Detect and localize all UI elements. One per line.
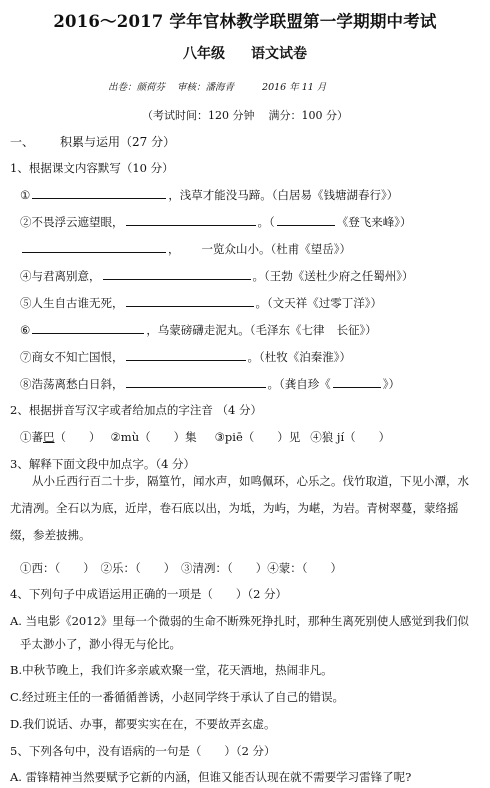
answer-blank[interactable] xyxy=(32,186,166,199)
item-text: 》） xyxy=(382,377,400,391)
item-text: 一览众山小。（杜甫《望岳》） xyxy=(201,242,351,256)
question-4-option-d: D.我们说话、办事，都要实实在在，不要故弄玄虚。 xyxy=(10,717,276,731)
section-number: 一、 xyxy=(10,135,35,149)
item-text: ⑦商女不知亡国恨， xyxy=(20,350,124,364)
pinyin-item: ①蕃 xyxy=(20,430,43,444)
answer-blank[interactable] xyxy=(333,375,381,388)
full-score: 满分：100 分） xyxy=(268,109,348,122)
question-1-item-6 xyxy=(20,321,377,338)
question-1-title: 1、根据课文内容默写（10 分） xyxy=(10,161,174,175)
exam-time-info xyxy=(142,107,348,123)
item-text: ⑤人生自古谁无死， xyxy=(20,296,124,310)
item-text: ②不畏浮云遮望眼， xyxy=(20,215,124,229)
question-4-option-b: B.中秋节晚上，我们许多亲戚欢聚一堂，花天酒地，热闹非凡。 xyxy=(10,663,333,677)
question-2-options xyxy=(20,429,390,445)
item-text: ，浅草才能没马蹄。（白居易《钱塘湖春行》） xyxy=(168,188,399,202)
question-2-title: 2、根据拼音写汉字或者给加点的字注音 （4 分） xyxy=(10,403,262,417)
question-4-title: 4、下列句子中成语运用正确的一项是（ ）（2 分） xyxy=(10,587,288,601)
question-1-item-4 xyxy=(20,267,414,284)
question-5-title: 5、下列各句中，没有语病的一句是（ ）（2 分） xyxy=(10,744,276,758)
question-1-item-5 xyxy=(20,294,382,311)
pinyin-item: ④狼 jí（ ） xyxy=(310,430,391,444)
exam-title: 2016～2017 学年官林教学联盟第一学期期中考试 xyxy=(53,12,437,31)
question-1-item-1 xyxy=(20,186,398,203)
item-text: 。（文天祥《过零丁洋》） xyxy=(255,296,382,310)
passage-text: 从小丘西行百二十步，隔篁竹，闻水声，如鸣佩环，心乐之。伐竹取道，下见小潭，水尤清冽。全石以为底，近岸，卷石底以出，为坻，为屿，为嵁，为岩。青树翠蔓，蒙络摇缀，参差披拂。 xyxy=(10,474,469,542)
question-1-item-3 xyxy=(20,240,351,257)
item-text: ⑧浩荡离愁白日斜， xyxy=(20,377,124,391)
item-marker: ① xyxy=(20,188,31,202)
subject-label: 语文试卷 xyxy=(251,46,307,62)
item-text: 《登飞来峰》） xyxy=(336,215,412,229)
exam-date: 2016 年 11 月 xyxy=(262,82,327,93)
pinyin-item: ②mù（ ）集 xyxy=(110,430,197,444)
reviewer-label: 审核：潘海青 xyxy=(177,82,235,93)
item-text: 。（龚自珍《 xyxy=(267,377,331,391)
item-text: 。（王勃《送杜少府之任蜀州》） xyxy=(252,269,414,283)
question-3-title: 3、解释下面文段中加点字。（4 分） xyxy=(10,457,196,471)
item-marker: ⑥ xyxy=(20,323,31,337)
item-text: ， xyxy=(168,242,180,256)
question-1-item-2 xyxy=(20,213,412,230)
item-text: 。（ xyxy=(257,215,275,229)
grade-label: 八年级 xyxy=(183,46,225,62)
section-heading xyxy=(10,133,175,150)
exam-time: （考试时间：120 分钟 xyxy=(142,109,255,122)
item-text: 长征》） xyxy=(336,323,377,337)
answer-blank[interactable] xyxy=(126,294,254,307)
question-4-option-a-cont: 乎太渺小了，渺小得无与伦比。 xyxy=(20,637,181,651)
question-3-passage xyxy=(10,468,478,549)
setter-label: 出卷：颜荷芬 xyxy=(108,82,166,93)
question-4-option-a: A. 当电影《2012》里每一个微弱的生命不断殊死挣扎时，那种生离死别使人感觉到我们似 xyxy=(10,614,469,628)
answer-blank[interactable] xyxy=(126,375,266,388)
question-1-item-7 xyxy=(20,348,351,365)
pinyin-blank[interactable]: （ ） xyxy=(54,430,101,444)
item-text: ，乌蒙磅礴走泥丸。（毛泽东《七律 xyxy=(146,323,325,337)
exam-subtitle xyxy=(0,43,490,63)
question-5-option-a: A. 雷锋精神当然要赋予它新的内涵，但谁又能否认现在就不需要学习雷锋了呢? xyxy=(10,770,412,784)
exam-meta xyxy=(108,79,326,93)
answer-blank[interactable] xyxy=(103,267,251,280)
answer-blank[interactable] xyxy=(22,240,166,253)
question-4-option-c: C.经过班主任的一番循循善诱，小赵同学终于承认了自己的错误。 xyxy=(10,690,345,704)
answer-blank[interactable] xyxy=(277,213,335,226)
section-title: 积累与运用（27 分） xyxy=(60,135,176,149)
answer-blank[interactable] xyxy=(126,348,246,361)
item-text: 。（杜牧《泊秦淮》） xyxy=(247,350,351,364)
item-text: ④与君离别意， xyxy=(20,269,101,283)
answer-blank[interactable] xyxy=(126,213,256,226)
marked-character: 巴 xyxy=(43,430,55,444)
question-3-answers: ①西：（ ） ②乐：（ ） ③清冽：（ ）④蒙：（ ） xyxy=(20,561,342,575)
answer-blank[interactable] xyxy=(32,321,144,334)
pinyin-item: ③piē（ ）见 xyxy=(214,430,301,444)
question-1-item-8 xyxy=(20,375,400,392)
